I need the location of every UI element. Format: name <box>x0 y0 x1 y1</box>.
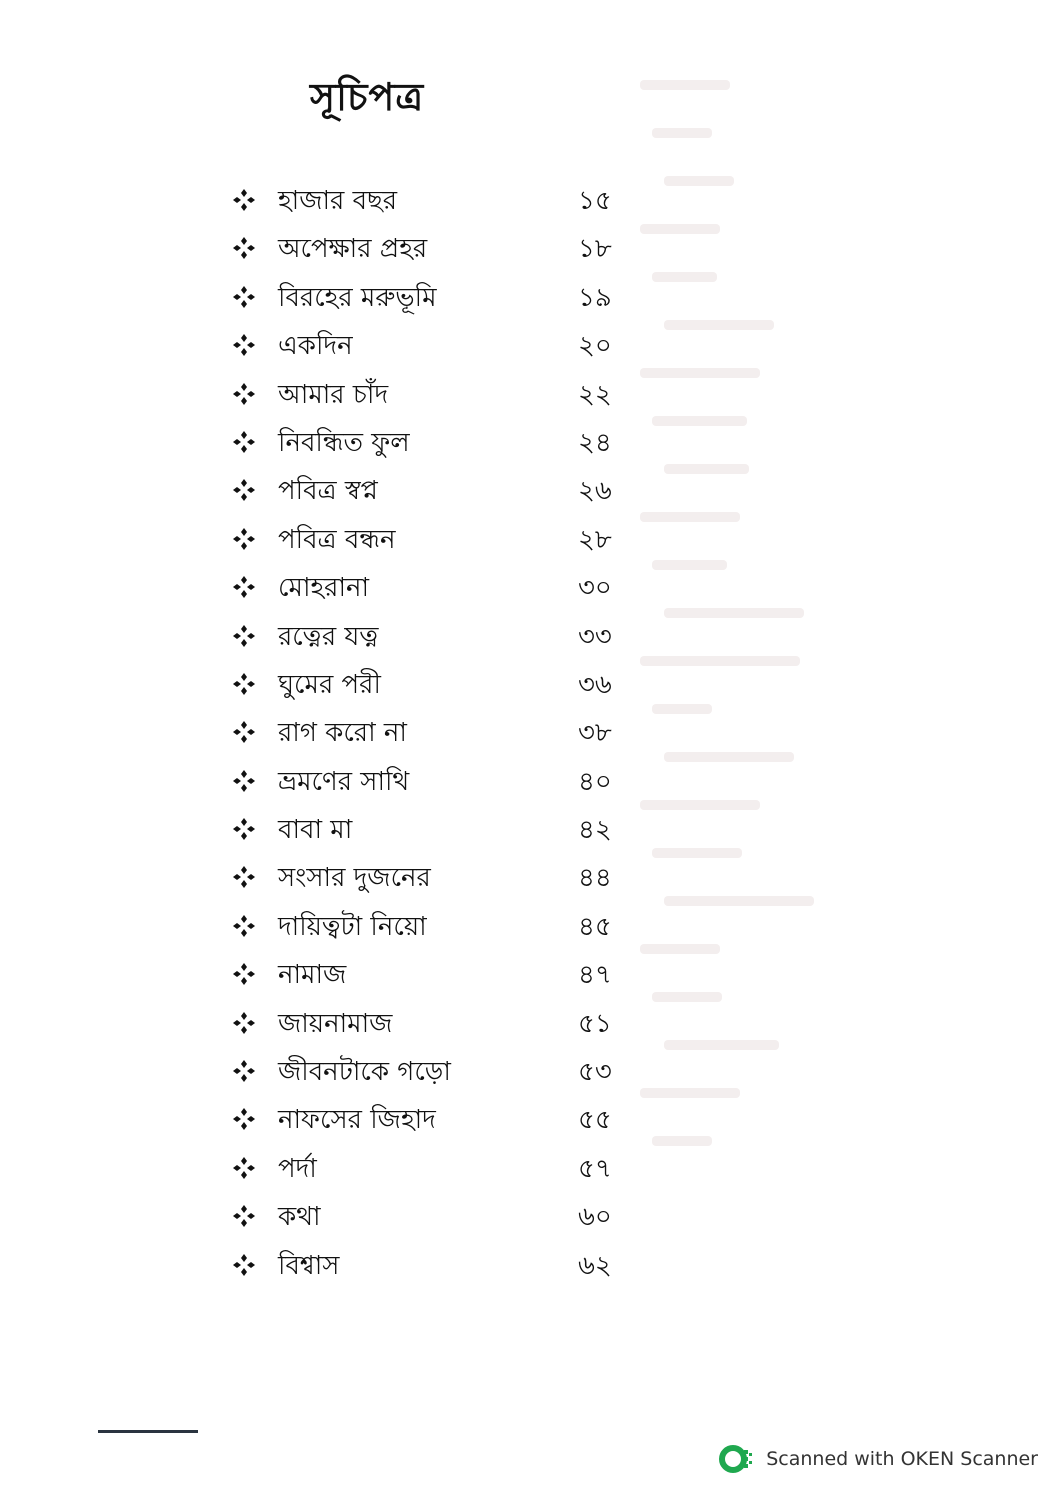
toc-entry <box>232 418 652 466</box>
ghost-line <box>640 368 760 378</box>
toc-entry-page-number: ২৮ <box>578 524 612 555</box>
diamond-bullet-icon <box>232 430 256 454</box>
toc-entry <box>232 902 652 950</box>
toc-entry <box>232 1144 652 1192</box>
diamond-bullet-icon <box>232 236 256 260</box>
toc-entry <box>232 1095 652 1143</box>
toc-entry-page-number: ২০ <box>578 331 612 362</box>
ghost-line <box>640 944 720 954</box>
toc-entry <box>232 1047 652 1095</box>
toc-entry <box>232 176 652 224</box>
toc-entry-page-number: ৫৩ <box>578 1057 612 1088</box>
diamond-bullet-icon <box>232 478 256 502</box>
table-of-contents <box>232 176 652 1289</box>
toc-entry-page-number: ৫১ <box>578 1008 612 1039</box>
oken-scanner-logo-icon <box>718 1441 754 1477</box>
diamond-bullet-icon <box>232 1107 256 1131</box>
ghost-line <box>652 128 712 138</box>
toc-entry-page-number: ৩৮ <box>578 718 612 749</box>
diamond-bullet-icon <box>232 1059 256 1083</box>
toc-entry <box>232 563 652 611</box>
toc-entry-page-number: ১৮ <box>578 234 612 265</box>
diamond-bullet-icon <box>232 720 256 744</box>
toc-entry <box>232 999 652 1047</box>
toc-entry-page-number: ৫৫ <box>578 1105 612 1136</box>
diamond-bullet-icon <box>232 1011 256 1035</box>
diamond-bullet-icon <box>232 575 256 599</box>
toc-entry <box>232 757 652 805</box>
toc-entry-page-number: ২২ <box>578 379 612 410</box>
toc-entry-title: আমার চাঁদ <box>278 379 389 410</box>
ghost-line <box>640 1088 740 1098</box>
toc-entry-page-number: ৫৭ <box>578 1153 612 1184</box>
ghost-line <box>664 464 749 474</box>
toc-entry <box>232 321 652 369</box>
toc-entry-title: বিরহের মরুভূমি <box>278 282 437 313</box>
ghost-line <box>652 416 747 426</box>
toc-entry-title: বিশ্বাস <box>278 1250 340 1281</box>
diamond-bullet-icon <box>232 285 256 309</box>
scan-edge-mark <box>98 1430 198 1433</box>
diamond-bullet-icon <box>232 865 256 889</box>
diamond-bullet-icon <box>232 962 256 986</box>
toc-entry-title: রাগ করো না <box>278 718 407 749</box>
toc-entry-title: নিবন্ধিত ফুল <box>278 427 410 458</box>
diamond-bullet-icon <box>232 333 256 357</box>
toc-entry-title: পবিত্র স্বপ্ন <box>278 476 378 507</box>
toc-entry <box>232 853 652 901</box>
diamond-bullet-icon <box>232 624 256 648</box>
toc-entry <box>232 805 652 853</box>
toc-entry-page-number: ৪২ <box>578 815 612 846</box>
ghost-line <box>664 896 814 906</box>
ghost-line <box>652 1136 712 1146</box>
diamond-bullet-icon <box>232 527 256 551</box>
toc-entry-page-number: ৪০ <box>578 766 612 797</box>
scanner-text: Scanned with OKEN Scanner <box>766 1448 1038 1470</box>
toc-entry <box>232 466 652 514</box>
diamond-bullet-icon <box>232 914 256 938</box>
toc-entry <box>232 224 652 272</box>
toc-entry-title: অপেক্ষার প্রহর <box>278 234 428 265</box>
toc-entry-title: নামাজ <box>278 960 347 991</box>
toc-entry <box>232 612 652 660</box>
toc-entry-page-number: ৪৪ <box>578 863 612 894</box>
toc-entry-page-number: ৩০ <box>578 573 612 604</box>
ghost-line <box>652 560 727 570</box>
diamond-bullet-icon <box>232 382 256 406</box>
toc-entry-page-number: ৪৭ <box>578 960 612 991</box>
toc-entry-page-number: ৪৫ <box>578 911 612 942</box>
toc-entry <box>232 515 652 563</box>
toc-entry-page-number: ১৯ <box>578 282 612 313</box>
toc-entry <box>232 1241 652 1289</box>
diamond-bullet-icon <box>232 1156 256 1180</box>
ghost-line <box>652 272 717 282</box>
toc-entry-title: নাফসের জিহাদ <box>278 1105 436 1136</box>
toc-entry-page-number: ২৪ <box>578 427 612 458</box>
toc-entry-page-number: ২৬ <box>578 476 612 507</box>
toc-entry-title: জীবনটাকে গড়ো <box>278 1057 451 1088</box>
ghost-line <box>652 704 712 714</box>
ghost-line <box>652 992 722 1002</box>
toc-entry-title: কথা <box>278 1202 321 1233</box>
diamond-bullet-icon <box>232 817 256 841</box>
page-title: সূচিপত্র <box>310 74 425 119</box>
toc-entry-title: পর্দা <box>278 1153 317 1184</box>
diamond-bullet-icon <box>232 769 256 793</box>
scanner-watermark <box>718 1441 1038 1477</box>
toc-entry-title: দায়িত্বটা নিয়ো <box>278 911 427 942</box>
ghost-line <box>664 608 804 618</box>
toc-entry-page-number: ৬২ <box>578 1250 612 1281</box>
diamond-bullet-icon <box>232 1253 256 1277</box>
ghost-line <box>664 320 774 330</box>
toc-entry-title: মোহরানা <box>278 573 370 604</box>
toc-entry <box>232 370 652 418</box>
toc-entry-title: রত্নের যত্ন <box>278 621 379 652</box>
toc-entry-page-number: ৬০ <box>578 1202 612 1233</box>
toc-entry-title: সংসার দুজনের <box>278 863 431 894</box>
toc-entry-page-number: ৩৩ <box>578 621 612 652</box>
toc-entry-title: জায়নামাজ <box>278 1008 393 1039</box>
ghost-line <box>640 80 730 90</box>
toc-entry-title: ভ্রমণের সাথি <box>278 766 410 797</box>
toc-entry-page-number: ৩৬ <box>578 669 612 700</box>
diamond-bullet-icon <box>232 672 256 696</box>
toc-entry <box>232 950 652 998</box>
ghost-line <box>664 1040 779 1050</box>
diamond-bullet-icon <box>232 188 256 212</box>
toc-entry <box>232 660 652 708</box>
ghost-line <box>640 224 720 234</box>
toc-entry-title: হাজার বছর <box>278 186 398 216</box>
toc-entry <box>232 1192 652 1240</box>
toc-entry-title: পবিত্র বন্ধন <box>278 524 396 555</box>
toc-entry-page-number: ১৫ <box>578 186 612 216</box>
ghost-line <box>640 800 760 810</box>
toc-entry <box>232 273 652 321</box>
diamond-bullet-icon <box>232 1204 256 1228</box>
ghost-line <box>664 176 734 186</box>
ghost-line <box>664 752 794 762</box>
toc-entry <box>232 708 652 756</box>
toc-entry-title: ঘুমের পরী <box>278 669 381 700</box>
ghost-line <box>640 512 740 522</box>
ghost-line <box>652 848 742 858</box>
toc-entry-title: বাবা মা <box>278 815 353 846</box>
toc-entry-title: একদিন <box>278 331 353 362</box>
ghost-line <box>640 656 800 666</box>
show-through-ghost-text <box>640 60 1040 1210</box>
